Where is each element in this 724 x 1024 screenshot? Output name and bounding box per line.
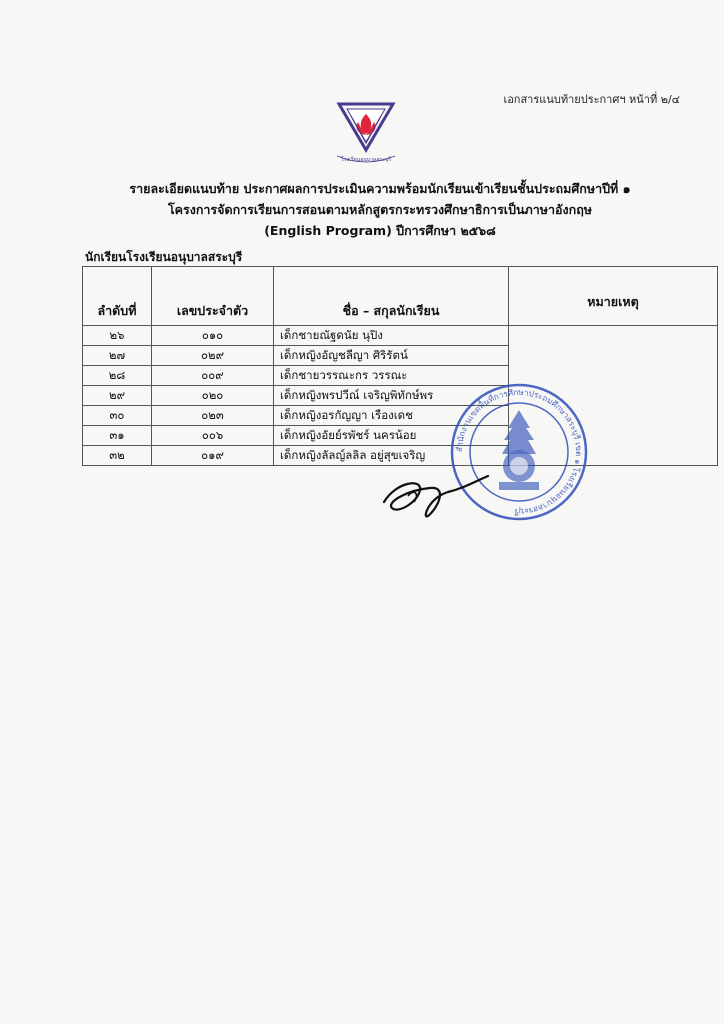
cell-seq: ๓๑: [83, 426, 152, 446]
document-title: [60, 178, 700, 241]
cell-id: ๐๒๓: [152, 406, 274, 426]
cell-seq: ๒๙: [83, 386, 152, 406]
cell-seq: ๒๘: [83, 366, 152, 386]
cell-id: ๐๒๙: [152, 346, 274, 366]
header-seq: ลำดับที่: [83, 267, 152, 326]
cell-name: เด็กชายวรรณะกร วรรณะ: [274, 366, 509, 386]
cell-seq: ๒๖: [83, 326, 152, 346]
cell-seq: ๒๗: [83, 346, 152, 366]
page-number-note: เอกสารแนบท้ายประกาศฯ หน้าที่ ๒/๔: [503, 93, 680, 106]
header-name: ชื่อ – สกุลนักเรียน: [274, 267, 509, 326]
cell-id: ๐๐๖: [152, 426, 274, 446]
cell-id: ๐๑๙: [152, 446, 274, 466]
title-line-2: โครงการจัดการเรียนการสอนตามหลักสูตรกระทรวงศึกษาธิการเป็นภาษาอังกฤษ: [167, 202, 593, 217]
cell-id: ๐๑๐: [152, 326, 274, 346]
cell-seq: ๓๐: [83, 406, 152, 426]
logo-caption: โรงเรียนอนุบาลสระบุรี: [340, 157, 392, 163]
cell-name: เด็กหญิงอรกัญญา เรืองเดช: [274, 406, 509, 426]
table-row: [83, 326, 718, 346]
school-name-heading: นักเรียนโรงเรียนอนุบาลสระบุรี: [85, 250, 243, 264]
student-table: [82, 266, 718, 466]
title-line-1: รายละเอียดแนบท้าย ประกาศผลการประเมินความพร้อมนักเรียนเข้าเรียนชั้นประถมศึกษาปีที่ ๑: [129, 181, 631, 196]
school-logo-icon: [333, 100, 399, 166]
cell-name: เด็กชายณัฐดนัย นุปิง: [274, 326, 509, 346]
cell-name: เด็กหญิงลัลญ์ลลิล อยู่สุขเจริญ: [274, 446, 509, 466]
cell-name: เด็กหญิงอัญชลีญา ศิริรัตน์: [274, 346, 509, 366]
cell-seq: ๓๒: [83, 446, 152, 466]
cell-id: ๐๐๙: [152, 366, 274, 386]
cell-id: ๐๒๐: [152, 386, 274, 406]
cell-name: เด็กหญิงพรปวีณ์ เจริญพิทักษ์พร: [274, 386, 509, 406]
cell-name: เด็กหญิงอัยย์รพัชร์ นครน้อย: [274, 426, 509, 446]
table-header-row: [83, 267, 718, 326]
title-line-3: (English Program) ปีการศึกษา ๒๕๖๘: [264, 223, 496, 238]
header-id: เลขประจำตัว: [152, 267, 274, 326]
header-remark: หมายเหตุ: [509, 267, 718, 326]
seal-ring-text: สำนักงานเขตพื้นที่การศึกษาประถมศึกษาสระบุรี เขต ๑ โรงเรียนอนุบาลสระบุรี: [453, 386, 585, 518]
signature-icon: [378, 462, 493, 522]
